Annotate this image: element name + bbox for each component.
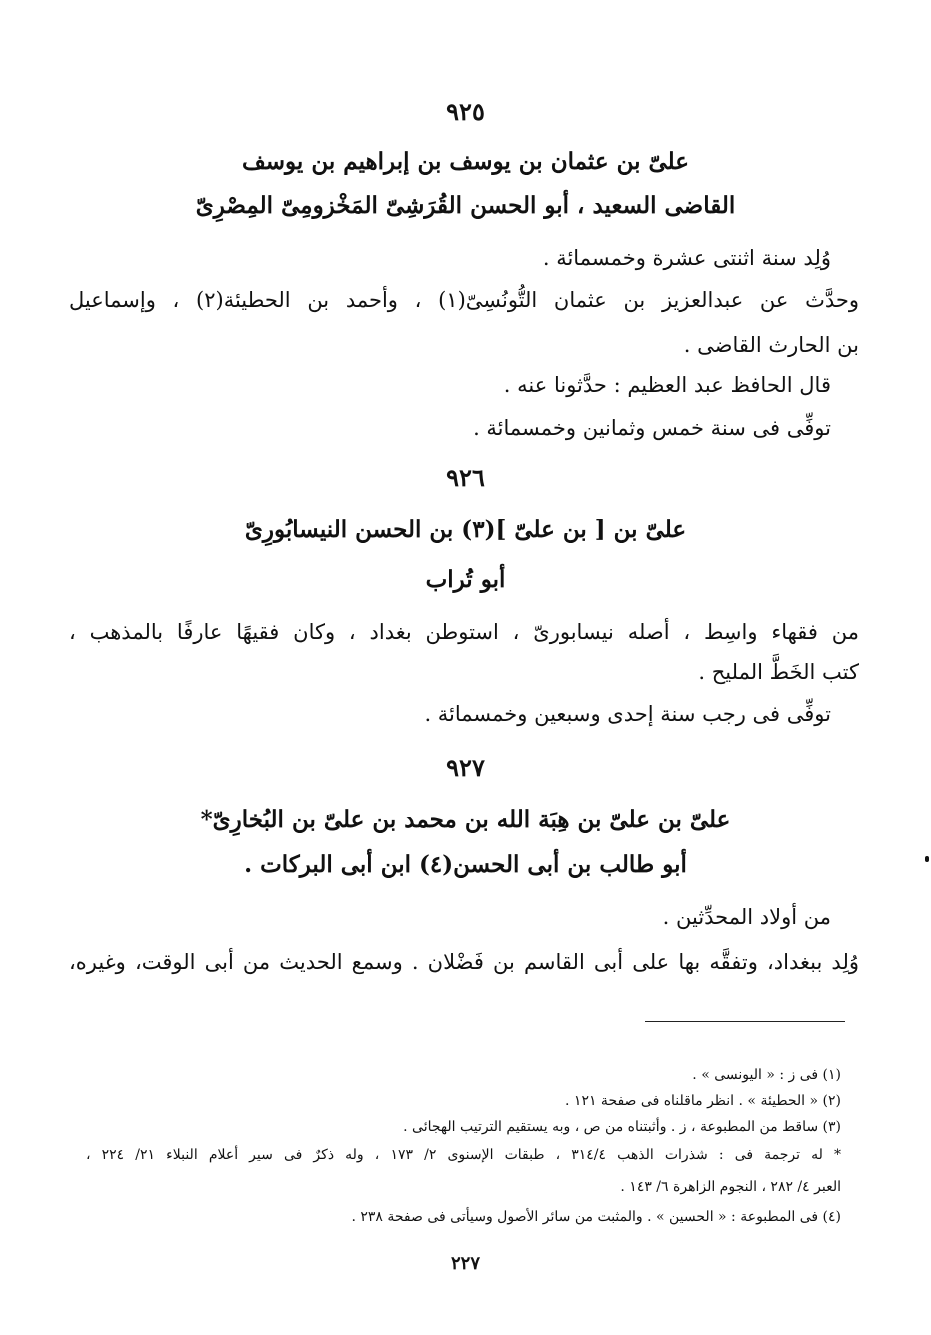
entry-name-line: علىّ بن عثمان بن يوسف بن إبراهيم بن يوسف: [241, 148, 690, 175]
footnote-separator: [645, 1021, 845, 1022]
body-line: توفِّى فى رجب سنة إحدى وسبعين وخمسمائة .: [424, 702, 831, 726]
footnote: (٣) ساقط من المطبوعة ، ز . وأثبتناه من ص ، وبه يستقيم الترتيب الهجائى .: [403, 1119, 841, 1135]
body-line: وُلِد ببغداد، وتفقَّه بها على أبى القاسم بن فَضْلان . وسمع الحديث من أبى الوقت، وغيره،: [69, 950, 859, 974]
body-line: وُلِد سنة اثنتى عشرة وخمسمائة .: [542, 246, 831, 270]
footnote: العبر ٤/ ٢٨٢ ، النجوم الزاهرة ٦/ ١٤٣ .: [620, 1179, 841, 1195]
entry-name-line: علىّ بن [ بن علىّ ](٣) بن الحسن النيسابُورِىّ: [244, 516, 687, 543]
body-line: بن الحارث القاضى .: [683, 333, 859, 357]
body-line: وحدَّث عن عبدالعزيز بن عثمان التُّونُسِىّ(١) ، وأحمد بن الحطيئة(٢) ، وإسماعيل: [69, 288, 860, 312]
entry-number: ٩٢٧: [446, 753, 485, 782]
entry-number: ٩٢٥: [446, 97, 485, 126]
entry-name-line: القاضى السعيد ، أبو الحسن القُرَشِىّ المَخْزومِىّ المِصْرِىّ: [195, 192, 736, 219]
page-number: ٢٢٧: [450, 1253, 480, 1274]
footnote: * له ترجمة فى : شذرات الذهب ٣١٤/٤ ، طبقات الإسنوى ٢/ ١٧٣ ، وله ذكرٌ فى سير أعلام النبلاء ٢١/ ٢٢٤ ،: [86, 1147, 842, 1163]
entry-name-line: علىّ بن علىّ بن هِبَة الله بن محمد بن علىّ بن البُخارِىّ*: [200, 806, 731, 833]
entry-number: ٩٢٦: [446, 463, 485, 492]
body-line: من أولاد المحدِّثين .: [662, 905, 831, 929]
body-line: قال الحافظ عبد العظيم : حدَّثونا عنه .: [503, 373, 831, 397]
margin-mark: [925, 856, 929, 862]
body-line: كتب الخَطَّ المليح .: [698, 660, 859, 684]
entry-name-line: أبو تُراب: [425, 566, 506, 593]
footnote: (٤) فى المطبوعة : « الحسين » . والمثبت من سائر الأصول وسيأتى فى صفحة ٢٣٨ .: [351, 1209, 841, 1225]
entry-name-line: أبو طالب بن أبى الحسن(٤) ابن أبى البركات .: [244, 851, 687, 878]
body-line: من فقهاء واسِط ، أصله نيسابورىّ ، استوطن بغداد ، وكان فقيهًا عارفًا بالمذهب ،: [69, 620, 859, 644]
body-line: توفِّى فى سنة خمس وثمانين وخمسمائة .: [473, 416, 831, 440]
footnote: (١) فى ز : « اليونسى » .: [692, 1067, 841, 1083]
footnote: (٢) « الحطيئة » . انظر ماقلناه فى صفحة ١٢١ .: [565, 1093, 841, 1109]
